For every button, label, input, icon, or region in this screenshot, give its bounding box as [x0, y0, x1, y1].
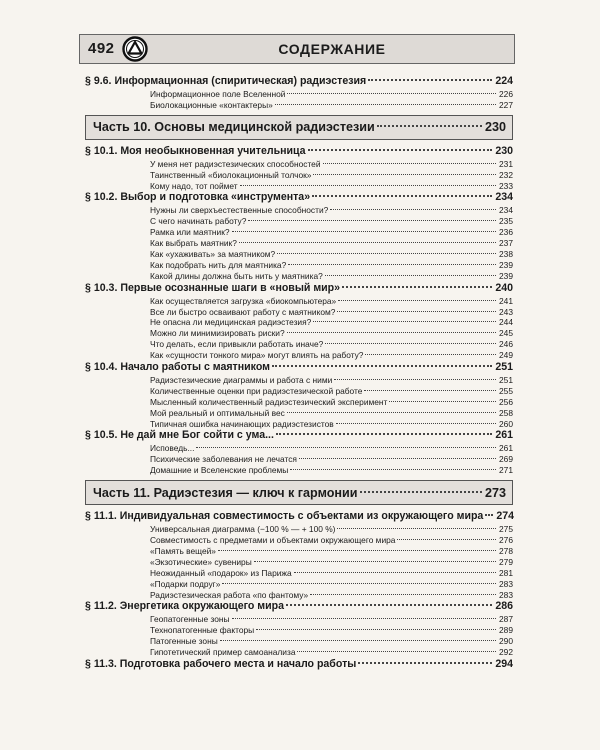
- toc-subitem-page: 278: [499, 545, 513, 556]
- toc-subitem[interactable]: [85, 546, 513, 557]
- toc-subitem-title: Биолокационные «контактеры»: [150, 99, 273, 110]
- toc-subitem[interactable]: [85, 419, 513, 430]
- toc-subitem[interactable]: [85, 386, 513, 397]
- toc-subitem-title: Как подобрать нить для маятника?: [150, 259, 287, 270]
- toc-subitem[interactable]: [85, 89, 513, 100]
- toc-subitem-page: 234: [499, 205, 513, 216]
- toc-section-page: 294: [495, 657, 513, 670]
- toc-subitem-page: 269: [499, 454, 513, 465]
- toc-section[interactable]: [85, 600, 513, 614]
- toc-subitem-page: 258: [499, 407, 513, 418]
- toc-section-page: 261: [495, 429, 513, 442]
- toc-subitem-title: Не опасна ли медицинская радиэстезия?: [150, 317, 312, 328]
- toc-subitem[interactable]: [85, 443, 513, 454]
- toc-subitem-title: Гипотетический пример самоанализа: [150, 647, 296, 658]
- toc-section-title: § 9.6. Информационная (спиритическая) радиэстезия: [85, 75, 367, 87]
- page-title: СОДЕРЖАНИЕ: [278, 41, 386, 57]
- toc-subitem[interactable]: [85, 328, 513, 339]
- toc-subitem[interactable]: [85, 317, 513, 328]
- toc-section-title: § 10.1. Моя необыкновенная учительница: [85, 144, 306, 157]
- toc-subitem-page: 260: [499, 418, 513, 429]
- toc-subitem[interactable]: [85, 159, 513, 170]
- toc-subitem-title: Как «ухаживать» за маятником?: [150, 249, 276, 260]
- toc-subitem-title: Рамка или маятник?: [150, 227, 230, 238]
- toc-subitem-page: 276: [499, 535, 513, 546]
- toc-section-page: 234: [495, 191, 513, 204]
- toc-subitem[interactable]: [85, 568, 513, 579]
- toc-section-title: § 10.4. Начало работы с маятником: [85, 361, 270, 374]
- toc-subitem-title: Мысленный количественный радиэстезический эксперимент: [150, 396, 388, 407]
- toc-section-title: § 10.2. Выбор и подготовка «инструмента»: [85, 191, 311, 204]
- toc-subitem-title: Информационное поле Вселенной: [150, 89, 286, 99]
- toc-section-page: 224: [495, 75, 513, 87]
- toc-subitem[interactable]: [85, 307, 513, 318]
- toc-subitem-page: 238: [499, 249, 513, 260]
- toc-subitem-title: Типичная ошибка начинающих радиэстезистов: [150, 418, 334, 429]
- toc-section-title: § 10.3. Первые осознанные шаги в «новый мир»: [85, 281, 341, 294]
- toc-subitem-page: 283: [499, 578, 513, 589]
- toc-subitem-title: Психические заболевания не лечатся: [150, 454, 297, 465]
- toc-part-box: [85, 480, 513, 505]
- toc-subitem-title: Количественные оценки при радиэстезической работе: [150, 385, 363, 396]
- toc-subitem-title: «Экзотические» сувениры: [150, 556, 252, 567]
- toc-subitem[interactable]: [85, 238, 513, 249]
- toc-section[interactable]: [85, 361, 513, 375]
- toc-subitem-page: 292: [499, 647, 513, 658]
- toc-subitem-page: 233: [499, 180, 513, 191]
- toc-subitem[interactable]: [85, 614, 513, 625]
- page-header: [79, 34, 515, 64]
- toc-subitem-page: 226: [499, 89, 513, 99]
- toc-part-page: 273: [484, 485, 506, 500]
- toc-subitem[interactable]: [85, 454, 513, 465]
- toc-subitem[interactable]: [85, 227, 513, 238]
- toc-subitem-page: 255: [499, 385, 513, 396]
- toc-subitem-title: Универсальная диаграмма (−100 % — + 100 %): [150, 524, 336, 535]
- toc-subitem-page: 283: [499, 589, 513, 600]
- toc-subitem-title: «Память вещей»: [150, 545, 216, 556]
- toc-subitem[interactable]: [85, 216, 513, 227]
- toc-section-page: 286: [495, 600, 513, 613]
- toc-subitem[interactable]: [85, 397, 513, 408]
- toc-subitem[interactable]: [85, 339, 513, 350]
- toc-subitem[interactable]: [85, 408, 513, 419]
- toc-section[interactable]: [85, 191, 513, 205]
- toc-subitem[interactable]: [85, 535, 513, 546]
- toc-subitem-page: 256: [499, 396, 513, 407]
- toc-subitem-title: Как осуществляется загрузка «биокомпьютера»: [150, 295, 337, 306]
- toc-subitem-title: Мой реальный и оптимальный вес: [150, 407, 285, 418]
- table-of-contents: [85, 75, 513, 672]
- toc-part-page: 230: [484, 120, 506, 135]
- toc-subitem-title: Какой длины должна быть нить у маятника?: [150, 270, 323, 281]
- toc-section[interactable]: [85, 510, 513, 524]
- toc-subitem-page: 281: [499, 567, 513, 578]
- toc-section[interactable]: [85, 282, 513, 296]
- toc-subitem-title: Как «сущности тонкого мира» могут влиять на работу?: [150, 350, 364, 361]
- toc-section[interactable]: [85, 658, 513, 672]
- toc-subitem-page: 227: [499, 99, 513, 110]
- toc-subitem-page: 245: [499, 328, 513, 339]
- toc-subitem[interactable]: [85, 271, 513, 282]
- toc-subitem[interactable]: [85, 296, 513, 307]
- toc-subitem-title: Как выбрать маятник?: [150, 238, 237, 249]
- toc-section[interactable]: [85, 429, 513, 443]
- toc-part[interactable]: [93, 486, 506, 500]
- toc-subitem[interactable]: [85, 557, 513, 568]
- toc-section-title: § 11.2. Энергетика окружающего мира: [85, 600, 284, 613]
- toc-subitem-page: 236: [499, 227, 513, 238]
- toc-subitem-page: 235: [499, 216, 513, 227]
- toc-section-page: 230: [495, 144, 513, 157]
- toc-subitem-page: 241: [499, 295, 513, 306]
- toc-subitem[interactable]: [85, 625, 513, 636]
- toc-subitem-title: Исповедь...: [150, 443, 195, 454]
- toc-subitem[interactable]: [85, 181, 513, 192]
- toc-subitem[interactable]: [85, 579, 513, 590]
- toc-subitem[interactable]: [85, 375, 513, 386]
- toc-subitem-page: 271: [499, 465, 513, 476]
- toc-subitem-title: Технопатогенные факторы: [150, 625, 255, 636]
- toc-subitem[interactable]: [85, 249, 513, 260]
- toc-subitem-page: 239: [499, 270, 513, 281]
- toc-subitem[interactable]: [85, 524, 513, 535]
- toc-subitem[interactable]: [85, 260, 513, 271]
- toc-subitem-title: Совместимость с предметами и объектами окружающего мира: [150, 535, 396, 546]
- toc-subitem[interactable]: [85, 590, 513, 601]
- toc-subitem-title: Домашние и Вселенские проблемы: [150, 465, 289, 476]
- toc-section-page: 251: [495, 361, 513, 374]
- toc-subitem[interactable]: [85, 636, 513, 647]
- toc-subitem-title: «Подарки подруг»: [150, 578, 221, 589]
- toc-subitem-page: 279: [499, 556, 513, 567]
- toc-subitem-title: С чего начинать работу?: [150, 216, 247, 227]
- toc-section-page: 274: [496, 510, 515, 523]
- toc-subitem[interactable]: [85, 100, 513, 111]
- toc-subitem-page: 275: [499, 524, 513, 535]
- toc-subitem-page: 251: [499, 375, 513, 386]
- toc-section[interactable]: [85, 145, 513, 159]
- toc-subitem-page: 289: [499, 625, 513, 636]
- toc-section-title: § 10.5. Не дай мне Бог сойти с ума...: [85, 429, 274, 442]
- toc-section-page: 240: [495, 281, 513, 294]
- toc-subitem-title: Радиэстезическая работа «по фантому»: [150, 589, 309, 600]
- triangle-in-circle-icon: [122, 36, 148, 62]
- toc-subitem-title: Кому надо, тот поймет: [150, 180, 238, 191]
- toc-subitem-title: Неожиданный «подарок» из Парижа: [150, 567, 292, 578]
- toc-subitem[interactable]: [85, 465, 513, 476]
- toc-subitem-page: 244: [499, 317, 513, 328]
- toc-subitem-title: У меня нет радиэстезических способностей: [150, 158, 321, 169]
- toc-subitem-title: Можно ли минимизировать риски?: [150, 328, 285, 339]
- toc-section-title: § 11.3. Подготовка рабочего места и начало работы: [85, 657, 357, 670]
- toc-subitem-page: 239: [499, 259, 513, 270]
- toc-subitem[interactable]: [85, 647, 513, 658]
- toc-section[interactable]: [85, 75, 513, 89]
- toc-subitem-title: Геопатогенные зоны: [150, 614, 230, 625]
- toc-subitem-page: 246: [499, 339, 513, 350]
- page-number: 492: [88, 40, 115, 57]
- toc-subitem-page: 261: [499, 443, 513, 454]
- toc-subitem-title: Патогенные зоны: [150, 636, 218, 647]
- toc-part[interactable]: [93, 120, 506, 134]
- toc-subitem-page: 231: [499, 158, 513, 169]
- toc-part-title: Часть 11. Радиэстезия — ключ к гармонии: [93, 485, 358, 500]
- toc-subitem-page: 243: [499, 306, 513, 317]
- toc-section-title: § 11.1. Индивидуальная совместимость с объектами из окружающего мира: [85, 510, 484, 523]
- toc-subitem-title: Радиэстезические диаграммы и работа с ними: [150, 375, 333, 386]
- toc-subitem[interactable]: [85, 170, 513, 181]
- toc-subitem-page: 237: [499, 238, 513, 249]
- toc-subitem-page: 290: [499, 636, 513, 647]
- toc-subitem[interactable]: [85, 350, 513, 361]
- toc-subitem-page: 249: [499, 350, 513, 361]
- toc-subitem[interactable]: [85, 205, 513, 216]
- toc-part-title: Часть 10. Основы медицинской радиэстезии: [93, 120, 375, 135]
- toc-subitem-title: Все ли быстро осваивают работу с маятником?: [150, 306, 336, 317]
- toc-subitem-title: Что делать, если привыкли работать иначе?: [150, 339, 324, 350]
- toc-subitem-title: Таинственный «биолокационный толчок»: [150, 169, 312, 180]
- toc-subitem-title: Нужны ли сверхъестественные способности?: [150, 205, 329, 216]
- toc-subitem-page: 232: [499, 169, 513, 180]
- toc-part-box: [85, 115, 513, 140]
- toc-subitem-page: 287: [499, 614, 513, 625]
